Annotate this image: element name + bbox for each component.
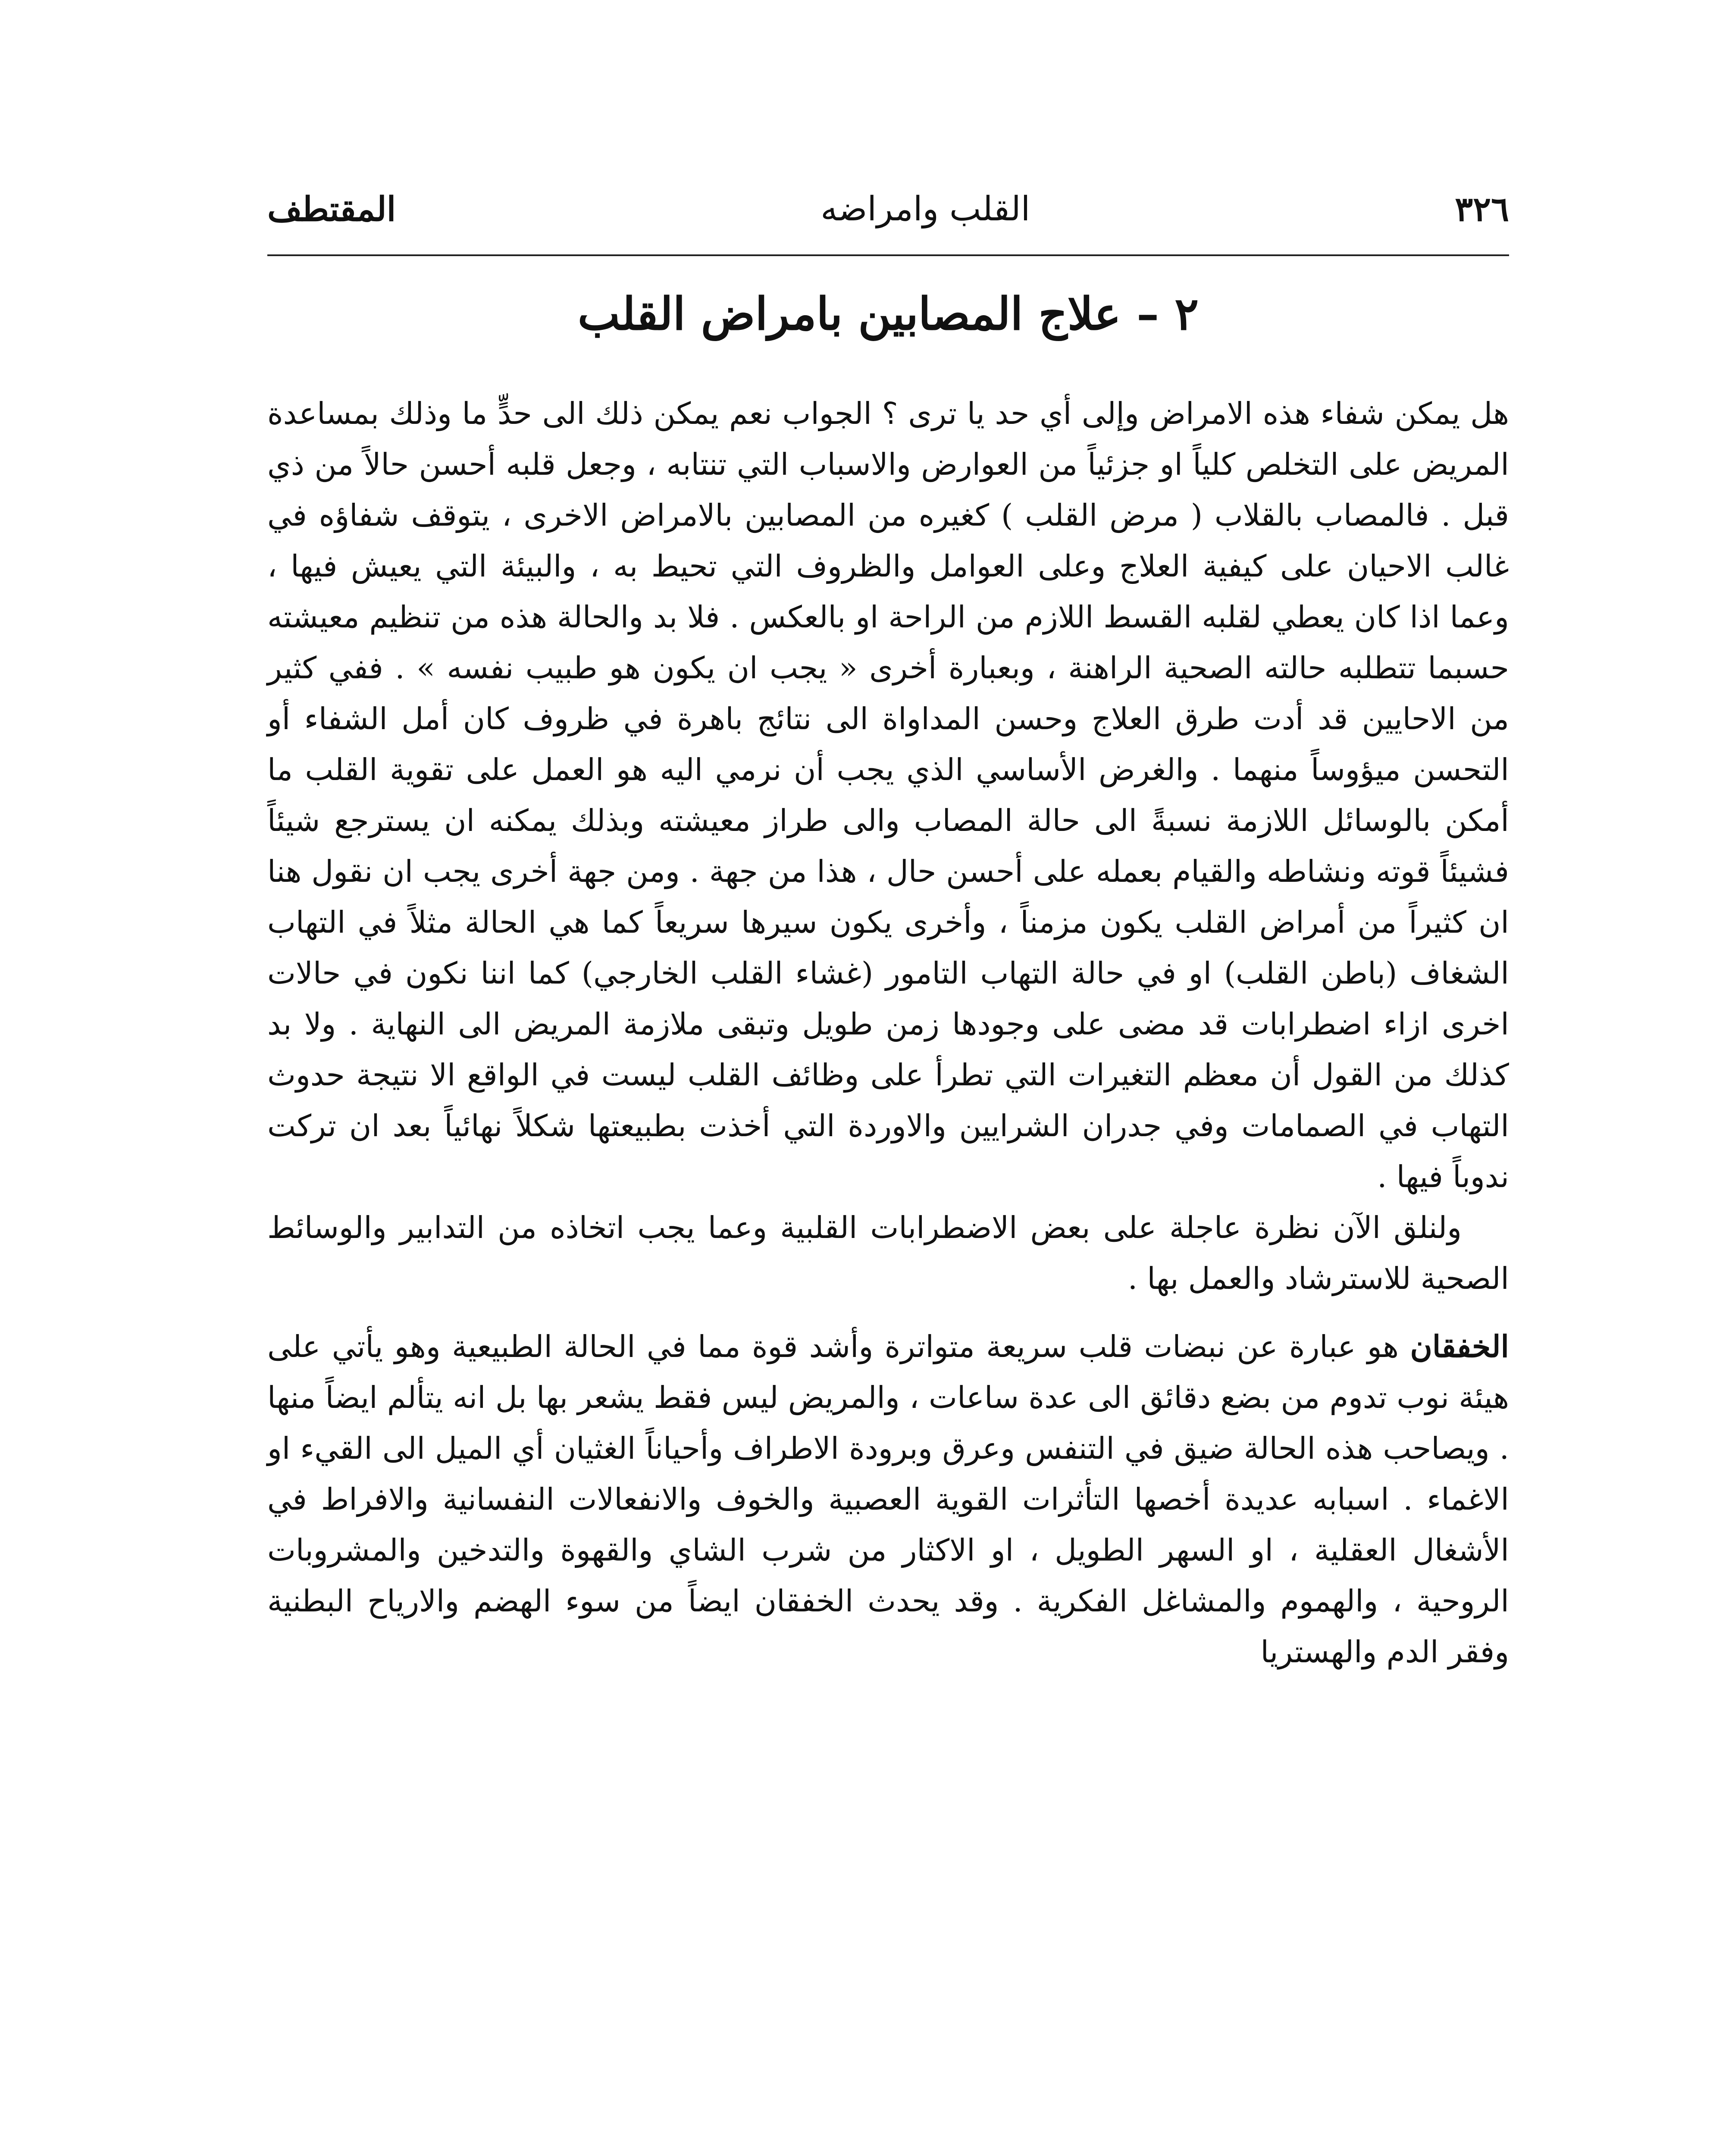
- paragraph-overview: ولنلق الآن نظرة عاجلة على بعض الاضطرابات القلبية وعما يجب اتخاذه من التدابير والوسائط الصحية للاسترشاد والعمل بها .: [267, 1210, 1509, 1296]
- header-divider: [267, 254, 1509, 256]
- paragraph-gap: [267, 1304, 1509, 1321]
- page-number: ٣٢٦: [1455, 189, 1509, 229]
- paragraph-palpitation: [267, 1321, 1509, 1677]
- paragraph-treatment: هل يمكن شفاء هذه الامراض وإلى أي حد يا ترى ؟ الجواب نعم يمكن ذلك الى حدٍّ ما وذلك بمساعدة المريض على التخلص كلياً او جزئياً من العوارض والاسباب التي تنتابه ، وجعل قلبه أحسن حالاً من ذي قبل . فالمصاب بالقلاب ( مرض القلب ) كغيره من المصابين بالامراض الاخرى ، يتوقف شفاؤه في غالب الاحيان على كيفية العلاج وعلى العوامل والظروف التي تحيط به ، والبيئة التي يعيش فيها ، وعما اذا كان يعطي لقلبه القسط اللازم من الراحة او بالعكس . فلا بد والحالة هذه من تنظيم معيشته حسبما تتطلبه حالته الصحية الراهنة ، وبعبارة أخرى « يجب ان يكون هو طبيب نفسه » . ففي كثير من الاحايين قد أدت طرق العلاج وحسن المداواة الى نتائج باهرة في ظروف كان أمل الشفاء أو التحسن ميؤوساً منهما . والغرض الأساسي الذي يجب أن نرمي اليه هو العمل على تقوية القلب ما أمكن بالوسائل اللازمة نسبةً الى حالة المصاب والى طراز معيشته وبذلك يمكنه ان يسترجع شيئاً فشيئاً قوته ونشاطه والقيام بعمله على أحسن حال ، هذا من جهة . ومن جهة أخرى يجب ان نقول هنا ان كثيراً من أمراض القلب يكون مزمناً ، وأخرى يكون سيرها سريعاً كما هي الحالة مثلاً في التهاب الشغاف (باطن القلب) او في حالة التهاب التامور (غشاء القلب الخارجي) كما اننا نكون في حالات اخرى ازاء اضطرابات قد مضى على وجودها زمن طويل وتبقى ملازمة المريض الى النهاية . ولا بد كذلك من القول أن معظم التغيرات التي تطرأ على وظائف القلب ليست في الواقع الا نتيجة حدوث التهاب في الصمامات وفي جدران الشرايين والاوردة التي أخذت بطبيعتها شكلاً نهائياً بعد ان تركت ندوباً فيها .: [267, 396, 1509, 1194]
- palpitation-text: هو عبارة عن نبضات قلب سريعة متواترة وأشد قوة مما في الحالة الطبيعية وهو يأتي على هيئة نوب تدوم من بضع دقائق الى عدة ساعات ، والمريض ليس فقط يشعر بها بل انه يتألم ايضاً منها . ويصاحب هذه الحالة ضيق في التنفس وعرق وبرودة الاطراف وأحياناً الغثيان أي الميل الى القيء او الاغماء . اسبابه عديدة أخصها التأثرات القوية العصبية والخوف والانفعالات النفسانية والافراط في الأشغال العقلية ، او السهر الطويل ، او الاكثار من شرب الشاي والقهوة والتدخين والمشروبات الروحية ، والهموم والمشاغل الفكرية . وقد يحدث الخفقان ايضاً من سوء الهضم والارياح البطنية وفقر الدم والهستريا: [267, 1329, 1509, 1670]
- running-header: [267, 181, 1509, 237]
- running-title: القلب وامراضه: [821, 190, 1030, 229]
- section-heading: ٢ – علاج المصابين بامراض القلب: [577, 287, 1199, 340]
- term-palpitation: الخفقان: [1410, 1329, 1509, 1364]
- article-body: [267, 388, 1509, 1677]
- journal-name: المقتطف: [267, 189, 396, 229]
